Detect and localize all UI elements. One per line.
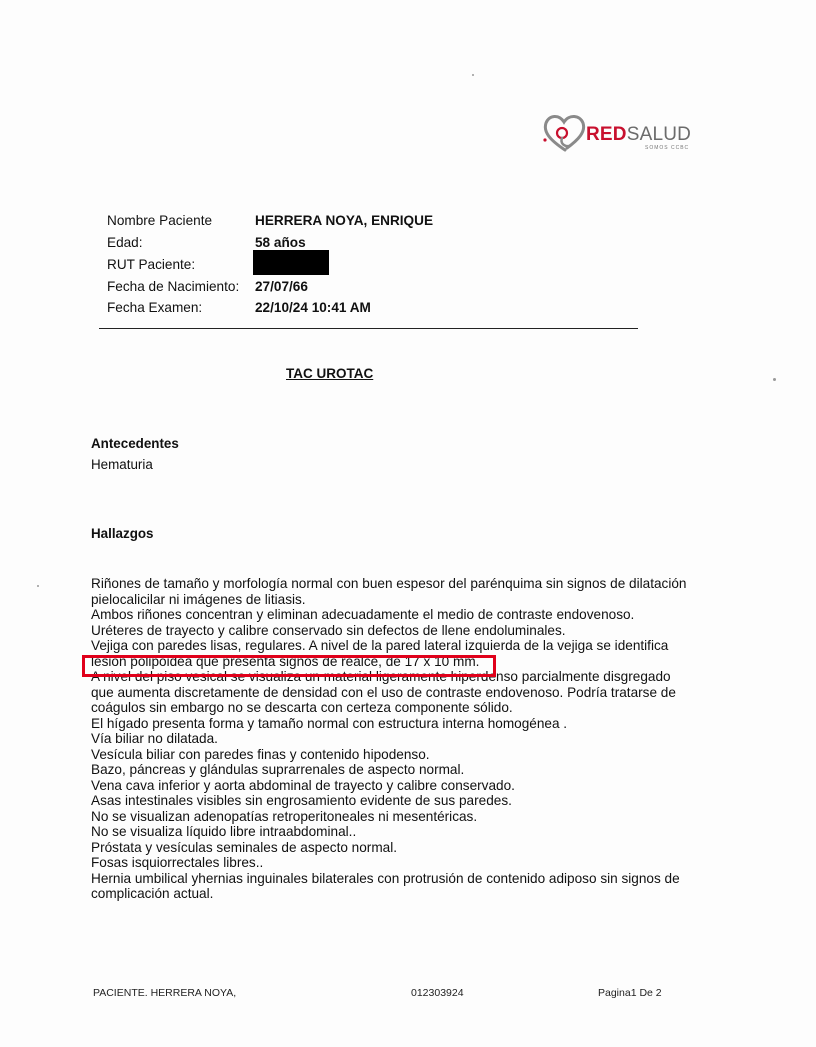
findings-line: Ambos riñones concentran y eliminan adecuadamente el medio de contraste endovenoso.	[91, 607, 635, 622]
scan-speck	[773, 378, 776, 381]
rut-redaction	[253, 250, 329, 275]
exam-date-value: 22/10/24 10:41 AM	[255, 300, 371, 315]
birth-value: 27/07/66	[255, 279, 308, 294]
findings-line: pielocalicilar ni imágenes de litiasis.	[91, 591, 306, 607]
footer-code: 012303924	[411, 987, 464, 999]
findings-line-highlighted: lesión polipoidea que presenta signos de realce, de 17 x 10 mm.	[91, 653, 480, 669]
findings-line: Vejiga con paredes lisas, regulares. A nivel de la pared lateral izquierda de la vejiga se identifica	[91, 638, 669, 653]
brand-name: REDSALUD	[586, 124, 692, 145]
findings-line: A nivel del piso vesical se visualiza un material ligeramente hiperdenso parcialmente disgregado	[91, 669, 671, 684]
heart-logo-icon	[540, 110, 590, 160]
antecedentes-text: Hematuria	[91, 457, 153, 472]
findings-line: que aumenta discretamente de densidad con el uso de contraste endovenoso. Podría tratarse de	[91, 684, 676, 700]
header-divider	[99, 328, 638, 329]
footer-patient: PACIENTE. HERRERA NOYA,	[93, 987, 237, 999]
footer-page-number: Pagina1 De 2	[598, 987, 662, 999]
findings-line: Fosas isquiorrectales libres..	[91, 855, 264, 870]
findings-line: No se visualizan adenopatías retroperitoneales ni mesentéricas.	[91, 808, 478, 824]
antecedentes-heading: Antecedentes	[91, 436, 179, 451]
exam-title: TAC UROTAC	[286, 366, 374, 381]
findings-line: No se visualiza líquido libre intraabdominal..	[91, 824, 357, 839]
findings-line: Vía biliar no dilatada.	[91, 731, 218, 746]
age-label: Edad:	[107, 235, 143, 250]
findings-line: Vesícula biliar con paredes finas y contenido hipodenso.	[91, 746, 430, 762]
hallazgos-heading: Hallazgos	[91, 526, 154, 541]
findings-line: Uréteres de trayecto y calibre conservado sin defectos de llene endoluminales.	[91, 622, 566, 638]
findings-body	[91, 576, 711, 902]
brand-tagline: SOMOS CCBC	[645, 145, 690, 151]
findings-line: Vena cava inferior y aorta abdominal de trayecto y calibre conservado.	[91, 777, 515, 793]
scan-speck	[37, 585, 39, 587]
findings-line: coágulos sin embargo no se descarta con certeza componente sólido.	[91, 700, 513, 715]
rut-label: RUT Paciente:	[107, 257, 196, 272]
patient-name-value: HERRERA NOYA, ENRIQUE	[255, 213, 434, 228]
findings-line: El hígado presenta forma y tamaño normal con estructura interna homogénea .	[91, 715, 568, 731]
redsalud-logo	[540, 110, 700, 160]
age-value: 58 años	[255, 235, 306, 250]
findings-line: complicación actual.	[91, 886, 214, 901]
patient-name-label: Nombre Paciente	[107, 213, 213, 228]
birth-label: Fecha de Nacimiento:	[107, 279, 240, 294]
exam-date-label: Fecha Examen:	[107, 300, 203, 315]
findings-line: Hernia umbilical yhernias inguinales bilaterales con protrusión de contenido adiposo sin signos de	[91, 870, 680, 886]
scan-speck	[472, 74, 474, 76]
findings-line: Riñones de tamaño y morfología normal con buen espesor del parénquima sin signos de dilatación	[91, 576, 687, 591]
lesion-highlight-box	[82, 655, 496, 677]
findings-line: Bazo, páncreas y glándulas suprarrenales de aspecto normal.	[91, 762, 465, 777]
findings-line: Asas intestinales visibles sin engrosamiento evidente de sus paredes.	[91, 793, 512, 808]
findings-line: Próstata y vesículas seminales de aspecto normal.	[91, 839, 398, 855]
